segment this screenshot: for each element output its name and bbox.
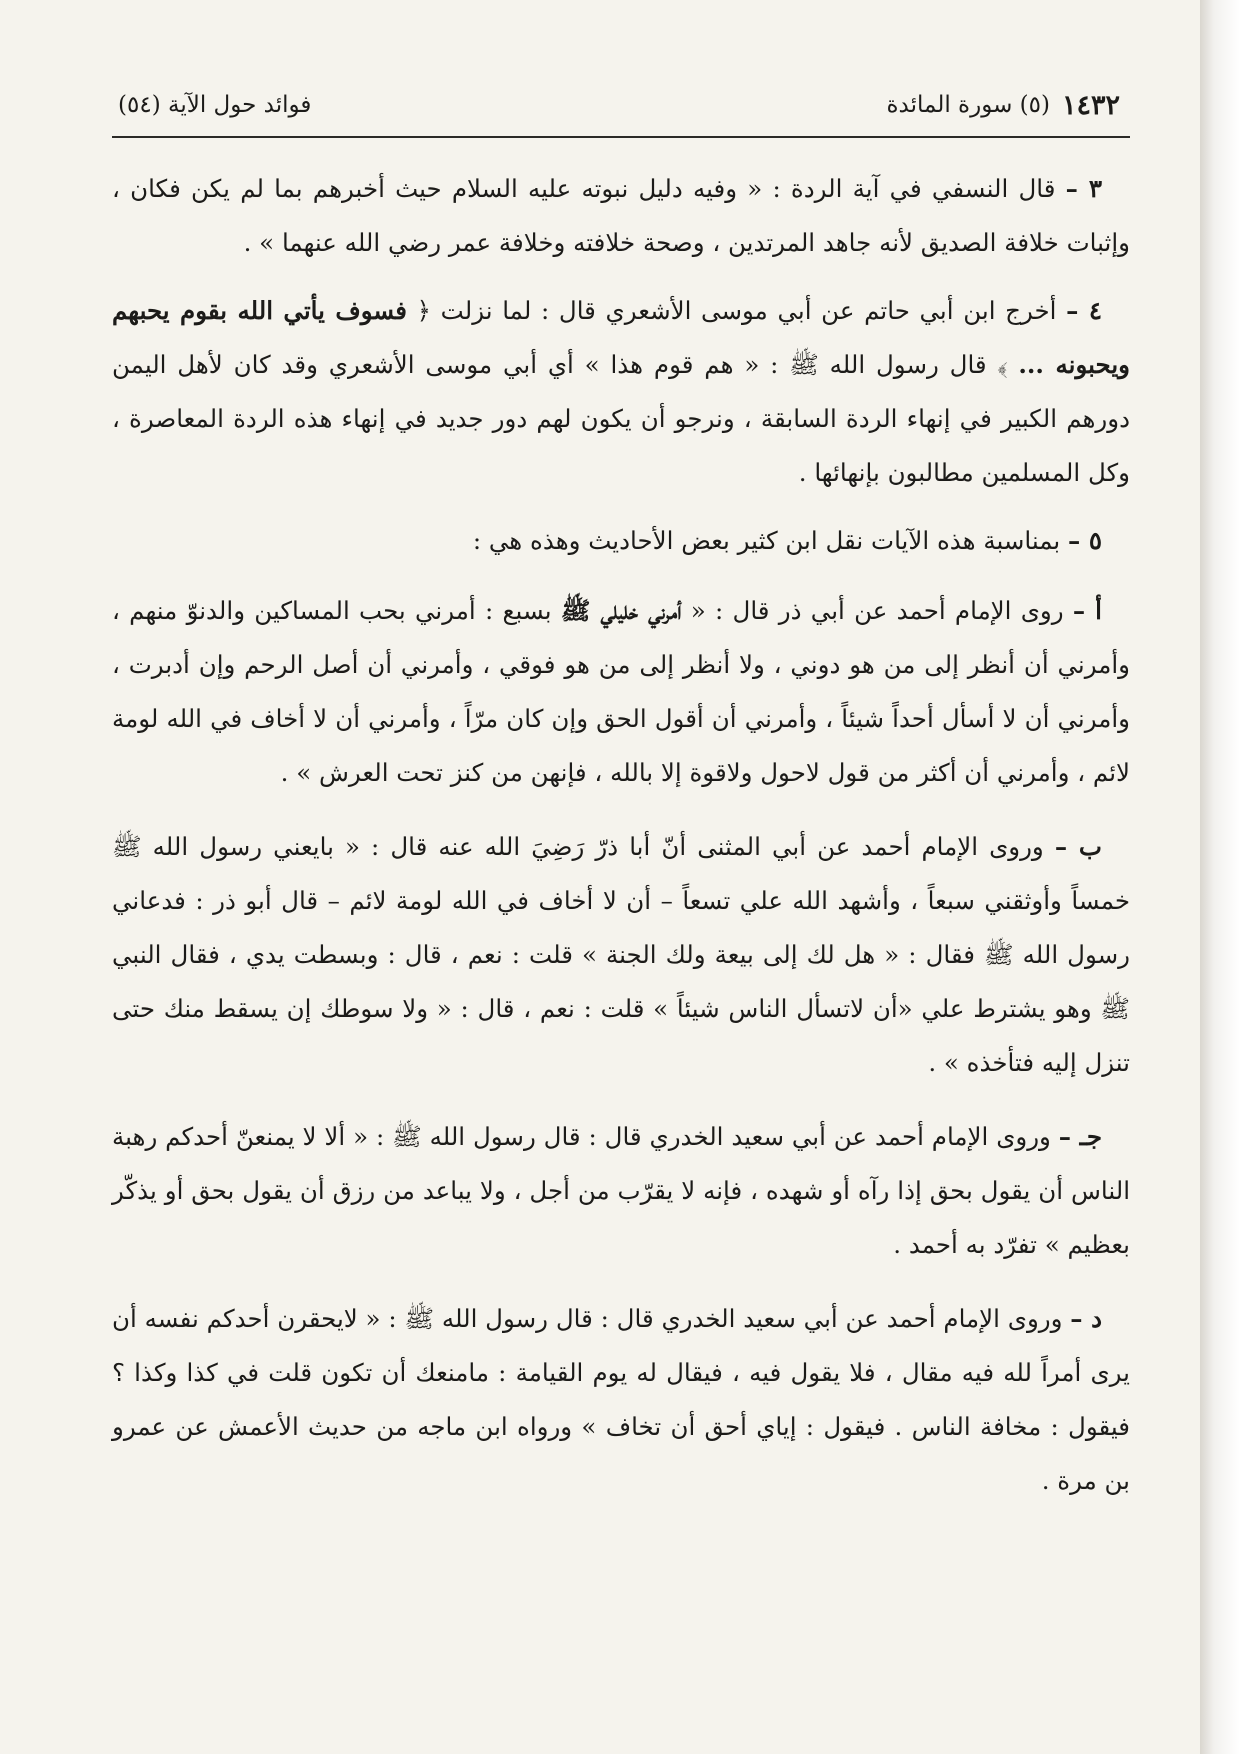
hadith-text: روى الإمام أحمد عن أبي ذر قال : « bbox=[690, 596, 1064, 625]
paragraph-text: بمناسبة هذه الآيات نقل ابن كثير بعض الأحاديث وهذه هي : bbox=[472, 526, 1061, 555]
paragraph-4 bbox=[112, 284, 1130, 500]
page-edge-shadow bbox=[1200, 0, 1240, 1754]
header-divider bbox=[112, 136, 1130, 138]
hadith-letter: ب – bbox=[1054, 832, 1102, 861]
paragraph-3 bbox=[112, 162, 1130, 270]
section-title: فوائد حول الآية (٥٤) bbox=[118, 92, 312, 118]
paragraph-number: ٣ – bbox=[1065, 174, 1102, 203]
hadith-letter: جـ – bbox=[1058, 1122, 1102, 1151]
page-number: ١٤٣٢ bbox=[1061, 89, 1120, 121]
hadith-letter: د – bbox=[1070, 1304, 1102, 1333]
running-header bbox=[118, 82, 1120, 128]
hadith-quote-opening: أمرني خليلي ﷺ bbox=[560, 596, 682, 625]
paragraph-number: ٤ – bbox=[1066, 296, 1102, 325]
hadith-dal bbox=[112, 1292, 1130, 1508]
page-body bbox=[112, 162, 1130, 1528]
paragraph-5 bbox=[112, 514, 1130, 568]
paragraph-number: ٥ – bbox=[1068, 526, 1102, 555]
header-page-info bbox=[887, 90, 1121, 121]
hadith-text: بسبع : أمرني بحب المساكين والدنوّ منهم ، وأمرني أن أنظر إلى من هو دوني ، ولا أنظر إلى من هو فوقي ، وأمرني أن أصل الرحم وإن أدبرت ، وأمرني أن لا أسأل أحداً شيئاً ، وأمرني أن أقول الحق وإن كان مرّاً ، وأمرني أن لا أخاف في الله لومة لائم ، وأمرني أن أكثر من قول لاحول ولاقوة إلا بالله ، فإنهن من كنز تحت العرش » . bbox=[112, 596, 1130, 787]
hadith-text: وروى الإمام أحمد عن أبي المثنى أنّ أبا ذرّ رَضِيَ الله عنه قال : « بايعني رسول الله ﷺ خمساً وأوثقني سبعاً ، وأشهد الله علي تسعاً – أن لا أخاف في الله لومة لائم – قال أبو ذر : فدعاني رسول الله ﷺ فقال : « هل لك إلى بيعة ولك الجنة » قلت : نعم ، قال : وبسطت يدي ، فقال النبي ﷺ وهو يشترط علي «أن لاتسأل الناس شيئاً » قلت : نعم ، قال : « ولا سوطك إن يسقط منك حتى تنزل إليه فتأخذه » . bbox=[112, 832, 1130, 1077]
surah-title: (٥) سورة المائدة bbox=[886, 92, 1050, 118]
hadith-text: وروى الإمام أحمد عن أبي سعيد الخدري قال : قال رسول الله ﷺ : « ألا لا يمنعنّ أحدكم رهبة الناس أن يقول بحق إذا رآه أو شهده ، فإنه لا يقرّب من أجل ، ولا يباعد من رزق أن يقول بحق أو يذكّر بعظيم » تفرّد به أحمد . bbox=[112, 1122, 1130, 1259]
hadith-alif bbox=[112, 584, 1130, 800]
hadith-text: وروى الإمام أحمد عن أبي سعيد الخدري قال : قال رسول الله ﷺ : « لايحقرن أحدكم نفسه أن يرى أمراً لله فيه مقال ، فلا يقول فيه ، فيقال له يوم القيامة : مامنعك أن تكون قلت في كذا وكذا ؟ فيقول : مخافة الناس . فيقول : إياي أحق أن تخاف » ورواه ابن ماجه من حديث الأعمش عن عمرو بن مرة . bbox=[112, 1304, 1130, 1495]
paragraph-text: قال النسفي في آية الردة : « وفيه دليل نبوته عليه السلام حيث أخبرهم بما لم يكن فكان ، وإثبات خلافة الصديق لأنه جاهد المرتدين ، وصحة خلافته وخلافة عمر رضي الله عنهما » . bbox=[112, 174, 1130, 257]
quran-verse: فسوف يأتي الله بقوم يحبهم ويحبونه ... bbox=[112, 296, 1131, 379]
hadith-jim bbox=[112, 1110, 1130, 1272]
paragraph-text: أخرج ابن أبي حاتم عن أبي موسى الأشعري قال : لما نزلت ﴿ bbox=[416, 296, 1057, 325]
hadith-letter: أ – bbox=[1072, 596, 1102, 625]
hadith-ba bbox=[112, 820, 1130, 1090]
paragraph-text: ﴾ قال رسول الله ﷺ : « هم قوم هذا » أي أبي موسى الأشعري وقد كان لأهل اليمن دورهم الكبير في إنهاء الردة السابقة ، ونرجو أن يكون لهم دور جديد في إنهاء هذه الردة المعاصرة ، وكل المسلمين مطالبون بإنهائها . bbox=[112, 350, 1130, 487]
